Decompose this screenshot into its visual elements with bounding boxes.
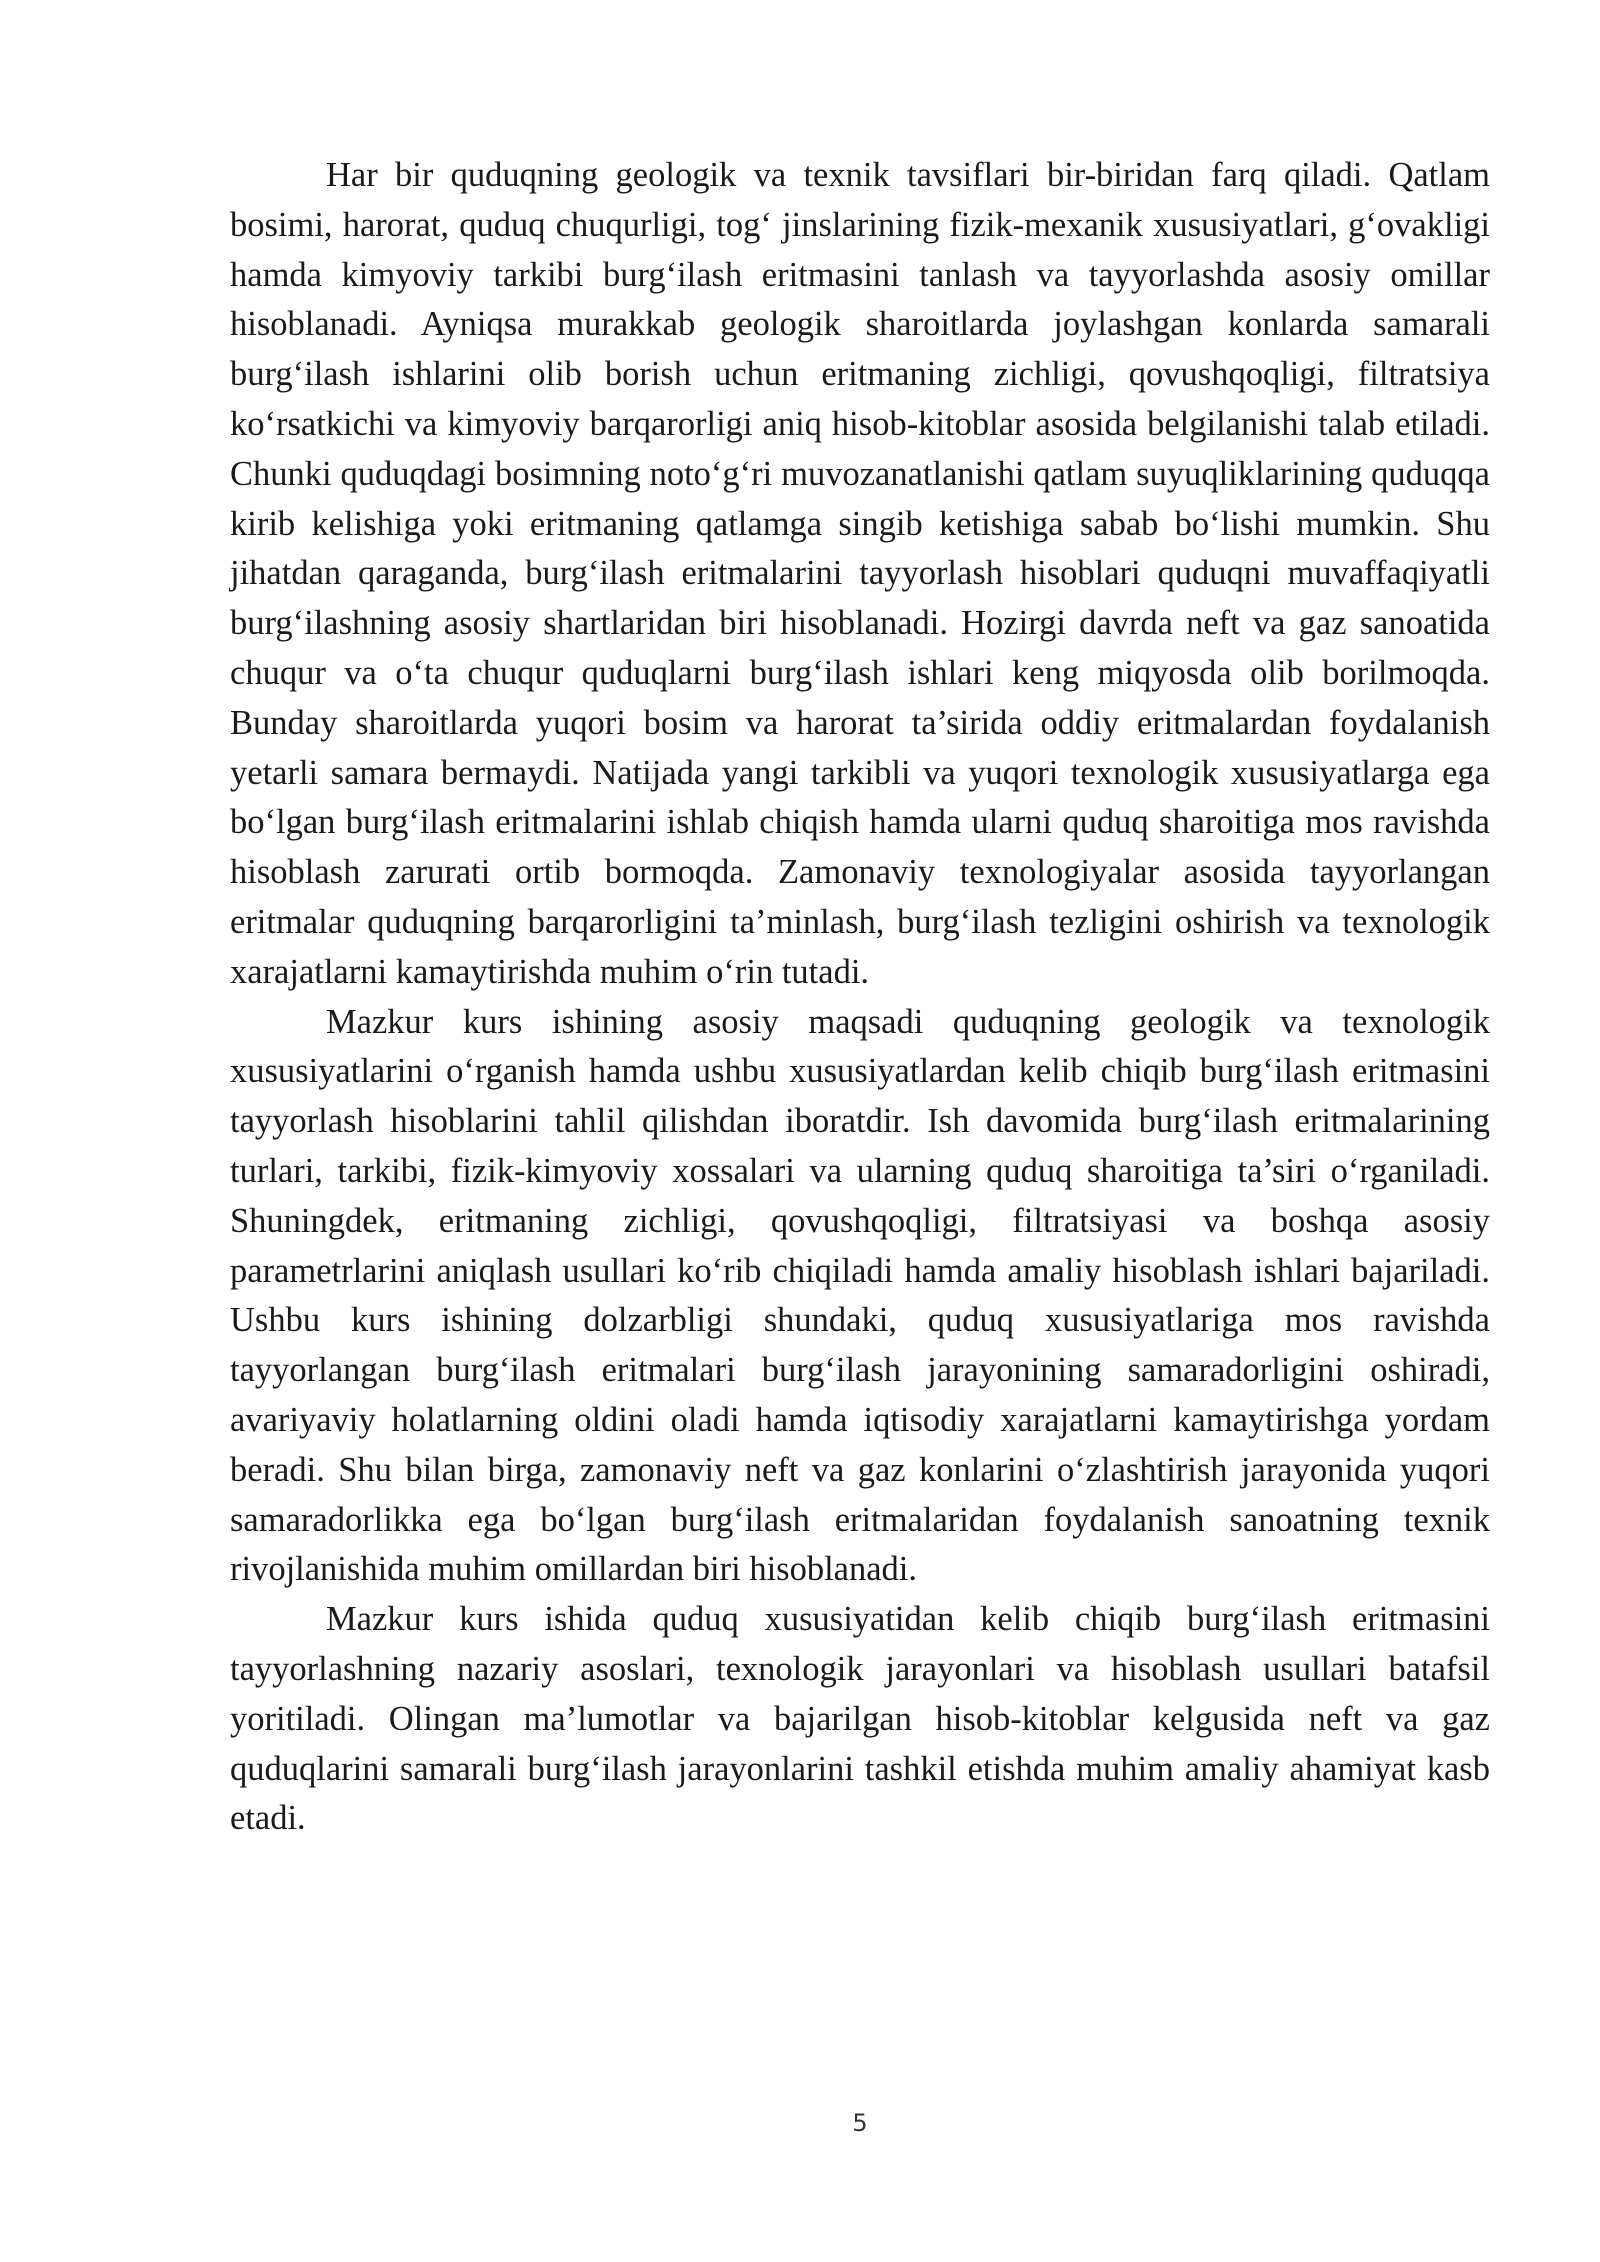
body-text <box>230 151 1490 1844</box>
paragraph-purpose: Mazkur kurs ishining asosiy maqsadi quduqning geologik va texnologik xususiyatlarini o‘rganish hamda ushbu xususiyatlardan kelib chiqib burg‘ilash eritmasini tayyorlash hisoblarini tahlil qilishdan iboratdir. Ish davomida burg‘ilash eritmalarining turlari, tarkibi, fizik-kimyoviy xossalari va ularning quduq sharoitiga ta’siri o‘rganiladi. Shuningdek, eritmaning zichligi, qovushqoqligi, filtratsiyasi va boshqa asosiy parametrlarini aniqlash usullari ko‘rib chiqiladi hamda amaliy hisoblash ishlari bajariladi. Ushbu kurs ishining dolzarbligi shundaki, quduq xususiyatlariga mos ravishda tayyorlangan burg‘ilash eritmalari burg‘ilash jarayonining samaradorligini oshiradi, avariyaviy holatlarning oldini oladi hamda iqtisodiy xarajatlarni kamaytirishga yordam beradi. Shu bilan birga, zamonaviy neft va gaz konlarini o‘zlashtirish jarayonida yuqori samaradorlikka ega bo‘lgan burg‘ilash eritmalaridan foydalanish sanoatning texnik rivojlanishida muhim omillardan biri hisoblanadi. <box>230 1002 1490 1589</box>
paragraph-conclusion: Mazkur kurs ishida quduq xususiyatidan kelib chiqib burg‘ilash eritmasini tayyorlashning nazariy asoslari, texnologik jarayonlari va hisoblash usullari batafsil yoritiladi. Olingan ma’lumotlar va bajarilgan hisob-kitoblar kelgusida neft va gaz quduqlarini samarali burg‘ilash jarayonlarini tashkil etishda muhim amaliy ahamiyat kasb etadi. <box>230 1600 1490 1838</box>
paragraph-intro: Har bir quduqning geologik va texnik tavsiflari bir-biridan farq qiladi. Qatlam bosimi, harorat, quduq chuqurligi, tog‘ jinslarining fizik-mexanik xususiyatlari, g‘ovakligi hamda kimyoviy tarkibi burg‘ilash eritmasini tanlash va tayyorlashda asosiy omillar hisoblanadi. Ayniqsa murakkab geologik sharoitlarda joylashgan konlarda samarali burg‘ilash ishlarini olib borish uchun eritmaning zichligi, qovushqoqligi, filtratsiya ko‘rsatkichi va kimyoviy barqarorligi aniq hisob-kitoblar asosida belgilanishi talab etiladi. Chunki quduqdagi bosimning noto‘g‘ri muvozanatlanishi qatlam suyuqliklarining quduqqa kirib kelishiga yoki eritmaning qatlamga singib ketishiga sabab bo‘lishi mumkin. Shu jihatdan qaraganda, burg‘ilash eritmalarini tayyorlash hisoblari quduqni muvaffaqiyatli burg‘ilashning asosiy shartlaridan biri hisoblanadi. Hozirgi davrda neft va gaz sanoatida chuqur va o‘ta chuqur quduqlarni burg‘ilash ishlari keng miqyosda olib borilmoqda. Bunday sharoitlarda yuqori bosim va harorat ta’sirida oddiy eritmalardan foydalanish yetarli samara bermaydi. Natijada yangi tarkibli va yuqori texnologik xususiyatlarga ega bo‘lgan burg‘ilash eritmalarini ishlab chiqish hamda ularni quduq sharoitiga mos ravishda hisoblash zarurati ortib bormoqda. Zamonaviy texnologiyalar asosida tayyorlangan eritmalar quduqning barqarorligini ta’minlash, burg‘ilash tezligini oshirish va texnologik xarajatlarni kamaytirishda muhim o‘rin tutadi. <box>230 156 1490 991</box>
page-number: 5 <box>852 2109 868 2137</box>
